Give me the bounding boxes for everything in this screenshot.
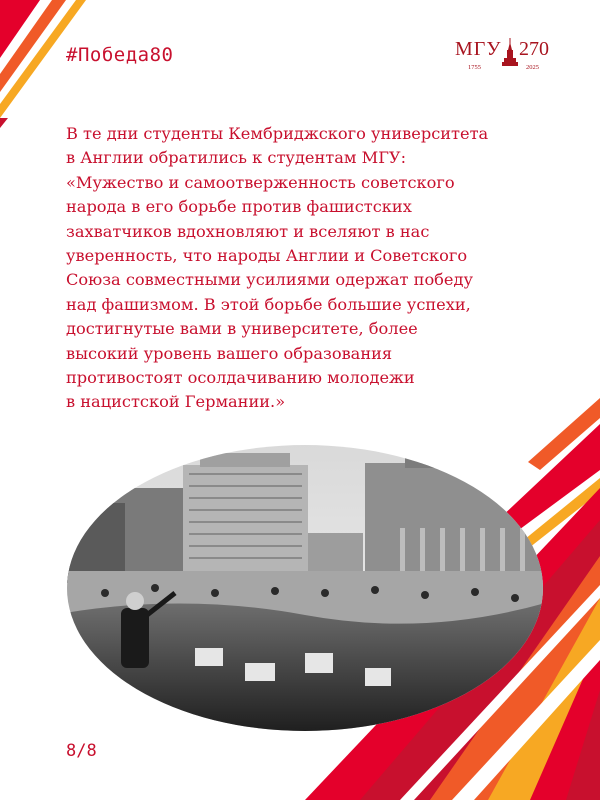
quote-line: достигнутые вами в университете, более xyxy=(66,319,418,339)
quote-line: над фашизмом. В этой борьбе большие успехи, xyxy=(66,294,471,314)
logo-year-end: 2025 xyxy=(526,64,539,71)
quote-text xyxy=(66,122,566,415)
logo-word: МГУ xyxy=(455,38,502,60)
quote-line: уверенность, что народы Англии и Советского xyxy=(66,246,468,266)
quote-line: противостоят осолдачиванию молодежи xyxy=(66,368,415,388)
logo-year-start: 1755 xyxy=(468,64,481,71)
quote-line: в Англии обратились к студентам МГУ: xyxy=(66,148,407,168)
university-tower-icon xyxy=(502,38,518,68)
logo-number: 270 xyxy=(519,38,549,60)
archival-photo xyxy=(65,443,545,733)
quote-line: В те дни студенты Кембриджского университета xyxy=(66,124,489,143)
quote-line: захватчиков вдохновляют и вселяют в нас xyxy=(66,221,430,241)
page-number: 8/8 xyxy=(66,741,97,761)
quote-line: в нацистской Германии.» xyxy=(66,392,286,412)
quote-line: «Мужество и самоотверженность советского xyxy=(66,172,455,192)
msu-270-logo xyxy=(455,38,565,74)
quote-line: высокий уровень вашего образования xyxy=(66,343,393,363)
quote-line: Союза совместными усилиями одержат победу xyxy=(66,270,474,290)
hashtag: #Победа80 xyxy=(66,44,174,66)
quote-line: народа в его борьбе против фашистских xyxy=(66,197,412,217)
